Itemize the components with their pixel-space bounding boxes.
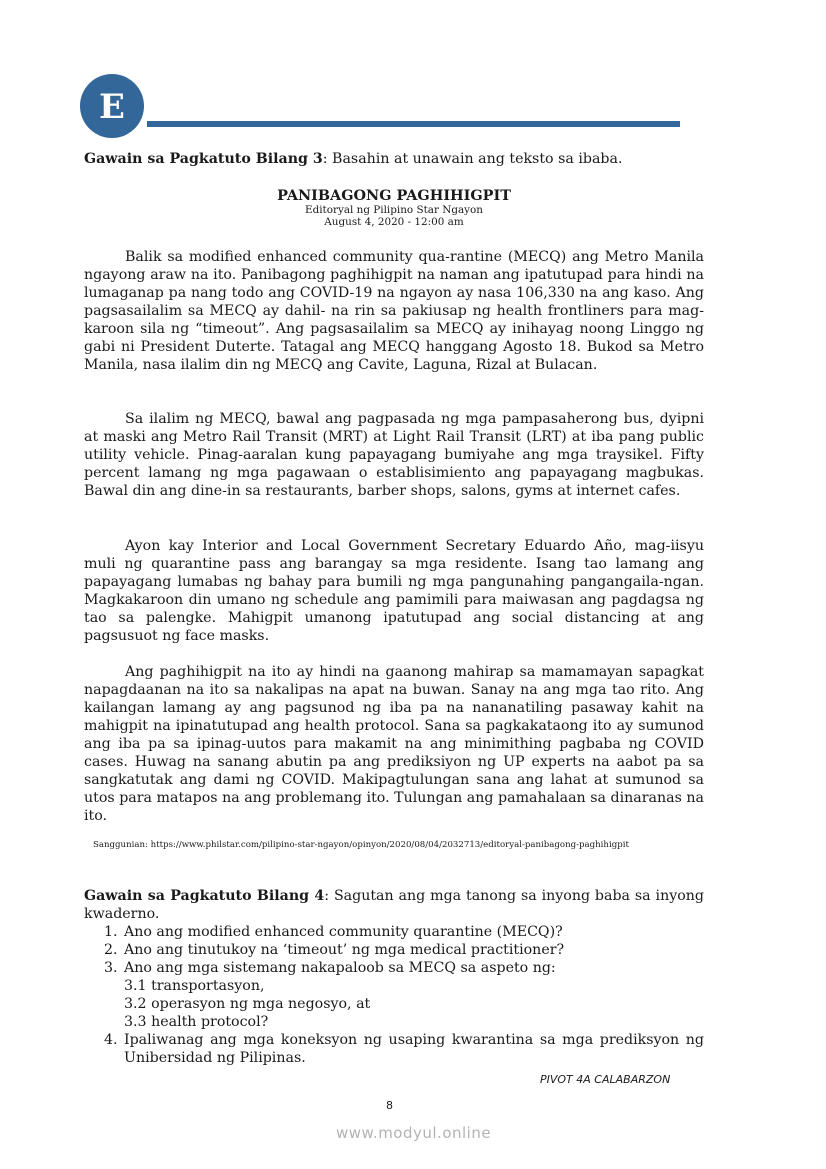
program-footer: PIVOT 4A CALABARZON — [540, 1073, 671, 1086]
section-letter: E — [99, 87, 125, 127]
activity-4-label: Gawain sa Pagkatuto Bilang 4 — [84, 888, 325, 904]
question-text: Ipaliwanag ang mga koneksyon ng usaping kwarantina sa mga prediksyon ng Unibersidad ng Pilipinas. — [124, 1032, 704, 1066]
question-number: 2. — [104, 942, 118, 958]
question-item — [104, 959, 704, 1031]
section-badge — [80, 74, 144, 138]
article-paragraph: Balik sa modified enhanced community qua-rantine (MECQ) ang Metro Manila ngayong araw na ito. Panibagong paghihigpit na naman ang ipatutupad para hindi na lumaganap pa nang todo ang COVID-19 na ngayon ay nasa 106,330 na ang kaso. Ang pagsasailalim sa MECQ ay dahil- na rin sa pakiusap ng health frontliners para mag-karoon sila ng “timeout”. Ang pagsasailalim sa MECQ ay inihayag noong Linggo ng gabi ni President Duterte. Tatagal ang MECQ hanggang Agosto 18. Bukod sa Metro Manila, nasa ilalim din ng MECQ ang Cavite, Laguna, Rizal at Bulacan. — [84, 249, 704, 373]
article-date: August 4, 2020 - 12:00 am — [324, 216, 464, 228]
sub-question: 3.2 operasyon ng mga negosyo, at — [124, 996, 371, 1012]
activity-3-instruction: : Basahin at unawain ang teksto sa ibaba. — [322, 151, 623, 167]
sub-question: 3.3 health protocol? — [124, 1014, 269, 1030]
question-item — [104, 1031, 704, 1067]
activity-3-heading — [84, 150, 704, 168]
question-text: Ano ang tinutukoy na ‘timeout’ ng mga medical practitioner? — [124, 942, 565, 958]
watermark: www.modyul.online — [336, 1124, 492, 1142]
question-number: 3. — [104, 960, 118, 976]
article-paragraph: Ayon kay Interior and Local Government Secretary Eduardo Año, mag-iisyu muli ng quarantine pass ang barangay sa mga residente. Isang tao lamang ang papayagang lumabas ng bahay para bumili ng mga pangunahing pangangaila-ngan. Magkakaroon din umano ng schedule ang pamimili para maiwasan ang pagdagsa ng tao sa palengke. Mahigpit umanong ipatutupad ang social distancing at ang pagsusuot ng face masks. — [84, 538, 704, 644]
article-title: PANIBAGONG PAGHIHIGPIT — [277, 187, 511, 204]
question-item — [104, 923, 704, 941]
activity-4-instruction: : Sagutan ang mga tanong sa inyong baba sa inyong kwaderno. — [84, 888, 704, 922]
article-paragraph: Ang paghihigpit na ito ay hindi na gaanong mahirap sa mamamayan sapagkat napagdaanan na ito sa nakalipas na apat na buwan. Sanay na ang mga tao rito. Ang kailangan lamang ay ang pagsunod ng iba pa na nananatiling pasaway kahit na mahigpit na ipinatutupad ang health protocol. Sana sa pagkakataong ito ay sumunod ang iba pa sa ipinag-uutos para makamit na ang minimithing pagbaba ng COVID cases. Huwag na sanang abutin pa ang prediksiyon ng UP experts na aabot pa sa sangkatutak ang dami ng COVID. Makipagtulungan sana ang lahat at sumunod sa utos para matapos na ang problemang ito. Tulungan ang pamahalaan sa dinaranas na ito. — [84, 664, 704, 824]
question-item — [104, 941, 704, 959]
question-number: 1. — [104, 924, 118, 940]
question-list — [104, 923, 704, 1067]
activity-3-label: Gawain sa Pagkatuto Bilang 3 — [84, 151, 323, 167]
question-number: 4. — [104, 1032, 118, 1048]
question-text: Ano ang mga sistemang nakapaloob sa MECQ sa aspeto ng: — [124, 960, 556, 976]
section-divider — [147, 121, 680, 127]
article-header — [84, 187, 704, 228]
activity-4-heading — [84, 887, 704, 923]
article-source: Editoryal ng Pilipino Star Ngayon — [305, 204, 483, 216]
article-paragraph: Sa ilalim ng MECQ, bawal ang pagpasada ng mga pampasaherong bus, dyipni at maski ang Metro Rail Transit (MRT) at Light Rail Transit (LRT) at iba pang public utility vehicle. Pinag-aaralan kung papayagang bumiyahe ang mga traysikel. Fifty percent lamang ng mga pagawaan o establisimiento ang papayagang magbukas. Bawal din ang dine-in sa restaurants, barber shops, salons, gyms at internet cafes. — [84, 411, 704, 499]
sub-question: 3.1 transportasyon, — [124, 978, 265, 994]
question-text: Ano ang modified enhanced community quarantine (MECQ)? — [124, 924, 563, 940]
page-number: 8 — [386, 1099, 393, 1112]
reference-link[interactable]: Sanggunian: https://www.philstar.com/pilipino-star-ngayon/opinyon/2020/08/04/2032713/editoryal-panibagong-paghihigpit — [93, 840, 629, 850]
